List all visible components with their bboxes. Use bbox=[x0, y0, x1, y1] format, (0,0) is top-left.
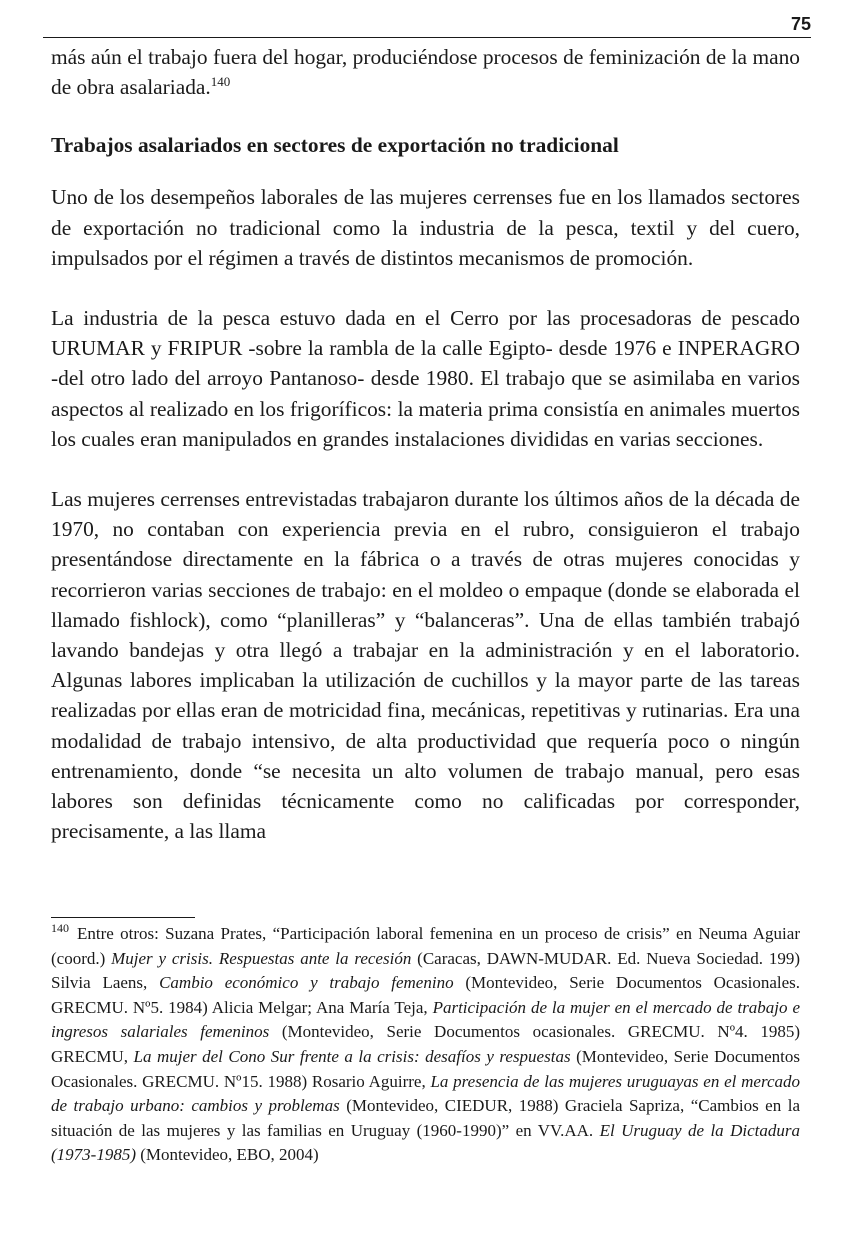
body-text bbox=[51, 42, 800, 846]
footnote-title: El Uruguay de la Dictadura (1973-1985) bbox=[51, 1120, 800, 1165]
footnote-segment: (Montevideo, EBO, 2004) bbox=[135, 1145, 319, 1165]
header-rule bbox=[43, 37, 811, 38]
footnote-title: La presencia de las mujeres uruguayas en el mercado de trabajo urbano: cambios y problemas bbox=[51, 1071, 801, 1116]
footnote bbox=[51, 922, 800, 1168]
section-heading: Trabajos asalariados en sectores de exportación no tradicional bbox=[51, 133, 619, 158]
paragraph: Las mujeres cerrenses entrevistadas trabajaron durante los últimos años de la década de 1970, no contaban con experiencia previa en el rubro, consiguieron el trabajo presentándose directamente en la fábrica o a través de otras mujeres conocidas y recorrieron varias secciones de trabajo: en el moldeo o empaque (donde se elaborada el llamado fishlock), como “planilleras” y “balanceras”. Una de ellas también trabajó lavando bandejas y otra llegó a trabajar en la administración y en el laboratorio. Algunas labores implicaban la utilización de cuchillos y la mayor parte de las tareas realizadas por ellas eran de motricidad fina, mecánicas, repetitivas y rutinarias. Era una modalidad de trabajo intensivo, de alta productividad que requería poco o ningún entrenamiento, donde “se necesita un alto volumen de trabajo manual, pero esas labores son definidas técnicamente como no calificadas por corresponder, precisamente, a las llama bbox=[51, 487, 800, 844]
footnote-title: La mujer del Cono Sur frente a la crisis: desafíos y respuestas bbox=[133, 1046, 571, 1066]
opening-paragraph-text: más aún el trabajo fuera del hogar, produciéndose procesos de feminización de la mano de obra asalariada. bbox=[51, 45, 800, 100]
page-number: 75 bbox=[790, 14, 811, 34]
footnote-segment: (Montevideo, Serie Documentos Ocasionales. GRECMU. Nº5. 1984) Alicia Melgar; Ana María Teja, bbox=[51, 973, 801, 1017]
footnote-rule bbox=[51, 917, 195, 918]
footnote-segment: (Caracas, DAWN-MUDAR. Ed. Nueva Sociedad. 199) Silvia Laens, bbox=[51, 948, 800, 993]
footnote-text bbox=[51, 922, 800, 1168]
footnote-number: 140 bbox=[51, 921, 69, 936]
opening-paragraph bbox=[51, 42, 800, 102]
footnote-title: Mujer y crisis. Respuestas ante la recesión bbox=[111, 948, 412, 968]
footnote-segment: (Montevideo, Serie Documentos ocasionales. GRECMU. Nº4. 1985) GRECMU, bbox=[51, 1022, 800, 1066]
footnote-reference: 140 bbox=[210, 74, 231, 90]
footnote-body bbox=[51, 924, 800, 1164]
footnote-segment: (Montevideo, CIEDUR, 1988) Graciela Sapriza, “Cambios en la situación de las mujeres y las familias en Uruguay (1960-1990)” en VV.AA. bbox=[51, 1096, 800, 1140]
paragraph: Uno de los desempeños laborales de las mujeres cerrenses fue en los llamados sectores de exportación no tradicional como la industria de la pesca, textil y del cuero, impulsados por el régimen a través de distintos mecanismos de promoción. bbox=[51, 185, 800, 270]
paragraph: La industria de la pesca estuvo dada en el Cerro por las procesadoras de pescado URUMAR y FRIPUR -sobre la rambla de la calle Egipto- desde 1976 e INPERAGRO -del otro lado del arroyo Pantanoso- desde 1980. El trabajo que se asimilaba en varios aspectos al realizado en los frigoríficos: la materia prima consistía en animales muertos los cuales eran manipulados en grandes instalaciones divididas en varias secciones. bbox=[51, 306, 800, 451]
footnote-title: Participación de la mujer en el mercado de trabajo e ingresos salariales femeninos bbox=[51, 997, 800, 1042]
footnote-title: Cambio económico y trabajo femenino bbox=[159, 973, 454, 993]
footnote-segment: (Montevideo, Serie Documentos Ocasionales. GRECMU. Nº15. 1988) Rosario Aguirre, bbox=[51, 1046, 801, 1091]
footnote-segment: Entre otros: Suzana Prates, “Participación laboral femenina en un proceso de crisis” en Neuma Aguiar (coord.) bbox=[51, 924, 800, 968]
